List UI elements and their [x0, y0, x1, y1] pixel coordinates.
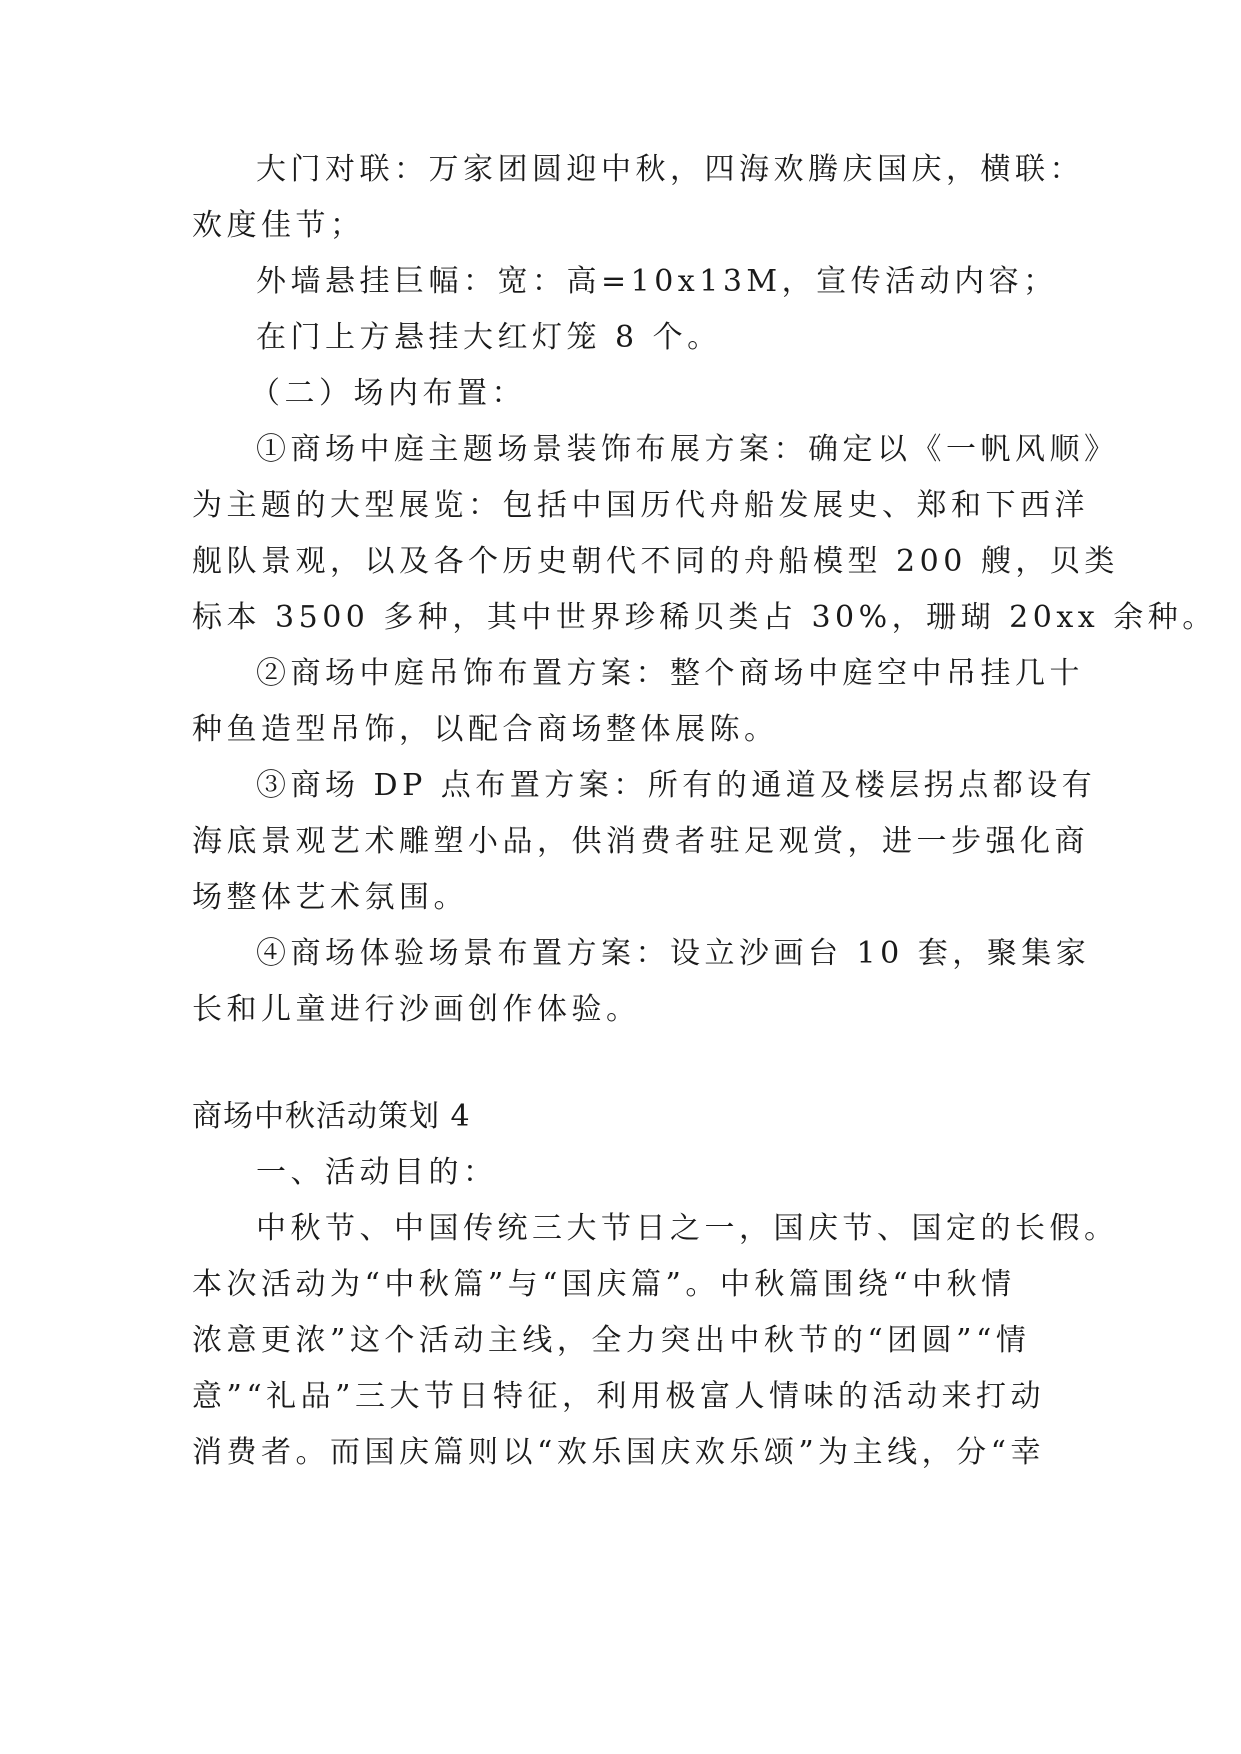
- paragraph-line: 长和儿童进行沙画创作体验。: [192, 992, 641, 1027]
- paragraph-line: 为主题的大型展览：包括中国历代舟船发展史、郑和下西洋: [192, 488, 1089, 523]
- paragraph-line: 本次活动为“中秋篇”与“国庆篇”。中秋篇围绕“中秋情: [192, 1267, 1016, 1302]
- section-subheading: 一、活动目的：: [256, 1155, 498, 1190]
- paragraph-line: ④商场体验场景布置方案：设立沙画台 10 套，聚集家: [256, 936, 1091, 971]
- paragraph-line: ②商场中庭吊饰布置方案：整个商场中庭空中吊挂几十: [256, 656, 1084, 691]
- paragraph-line: 海底景观艺术雕塑小品，供消费者驻足观赏，进一步强化商: [192, 824, 1089, 859]
- paragraph-line: 意”“礼品”三大节日特征，利用极富人情味的活动来打动: [192, 1379, 1046, 1414]
- paragraph-line: 外墙悬挂巨幅：宽：高=10x13M，宣传活动内容；: [256, 264, 1058, 299]
- paragraph-line: ①商场中庭主题场景装饰布展方案：确定以《一帆风顺》: [256, 432, 1119, 467]
- paragraph-line: 浓意更浓”这个活动主线，全力突出中秋节的“团圆”“情: [192, 1323, 1031, 1358]
- section-subheading: （二）场内布置：: [250, 376, 526, 411]
- paragraph-line: 消费者。而国庆篇则以“欢乐国庆欢乐颂”为主线，分“幸: [192, 1435, 1046, 1470]
- paragraph-line: 标本 3500 多种，其中世界珍稀贝类占 30%，珊瑚 20xx 余种。: [192, 600, 1217, 635]
- section-title: 商场中秋活动策划 4: [192, 1099, 471, 1134]
- paragraph-line: 大门对联：万家团圆迎中秋，四海欢腾庆国庆，横联：: [256, 152, 1084, 187]
- paragraph-line: ③商场 DP 点布置方案：所有的通道及楼层拐点都设有: [256, 768, 1097, 803]
- paragraph-line: 舰队景观，以及各个历史朝代不同的舟船模型 200 艘，贝类: [192, 544, 1119, 579]
- paragraph-line: 欢度佳节；: [192, 208, 365, 243]
- paragraph-line: 场整体艺术氛围。: [192, 880, 468, 915]
- paragraph-line: 种鱼造型吊饰，以配合商场整体展陈。: [192, 712, 779, 747]
- paragraph-line: 在门上方悬挂大红灯笼 8 个。: [256, 320, 722, 355]
- paragraph-line: 中秋节、中国传统三大节日之一，国庆节、国定的长假。: [256, 1211, 1119, 1246]
